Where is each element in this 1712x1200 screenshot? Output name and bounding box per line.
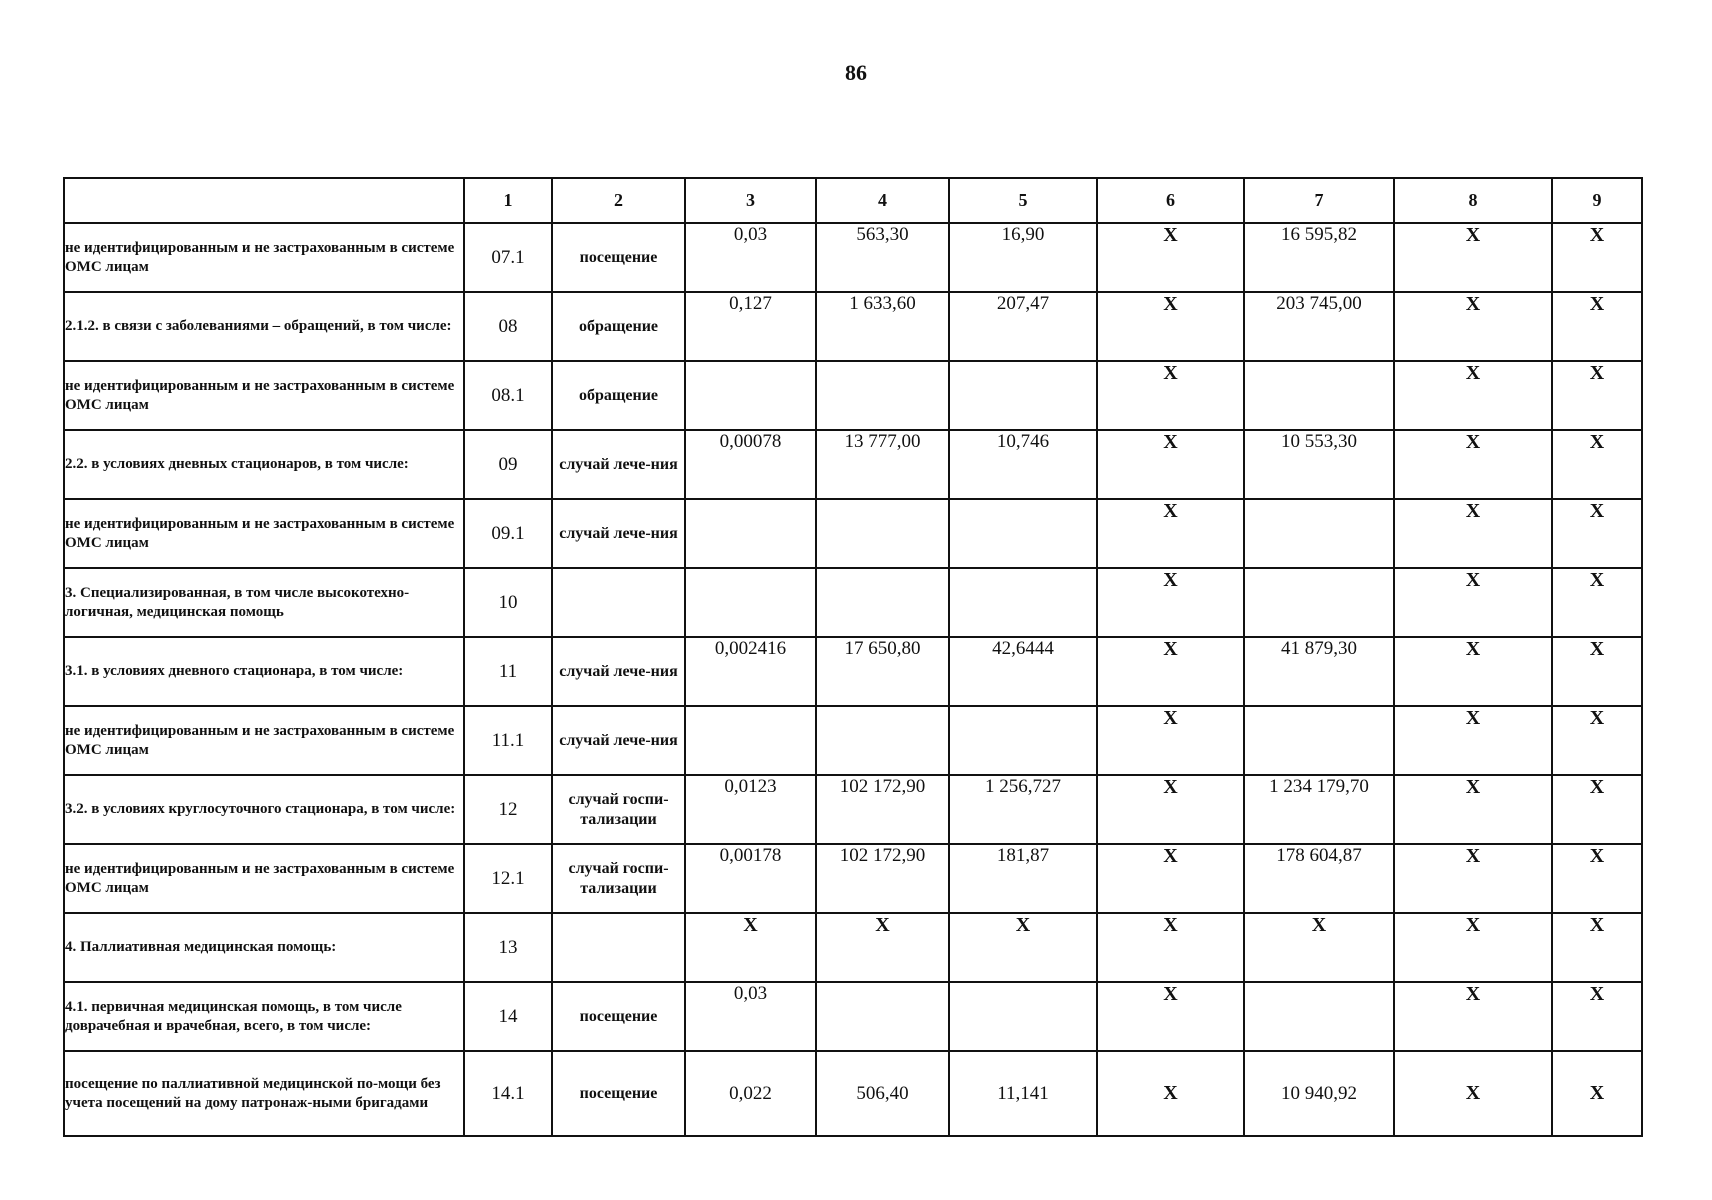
row-name: 2.2. в условиях дневных стационаров, в том числе:	[64, 430, 464, 499]
cell-col-4: 13 777,00	[816, 430, 949, 499]
cell-col-5	[949, 568, 1097, 637]
table-row	[64, 775, 1642, 844]
cell-col-3	[685, 499, 816, 568]
cell-col-6: X	[1097, 982, 1244, 1051]
cell-col-6: X	[1097, 223, 1244, 292]
row-unit: случай лече-ния	[552, 430, 685, 499]
row-unit: посещение	[552, 223, 685, 292]
cell-col-5	[949, 499, 1097, 568]
cell-col-9: X	[1552, 499, 1642, 568]
row-code: 08.1	[464, 361, 552, 430]
cell-col-4: 563,30	[816, 223, 949, 292]
cell-col-7: 178 604,87	[1244, 844, 1394, 913]
row-unit: случай лече-ния	[552, 706, 685, 775]
cell-col-9: X	[1552, 775, 1642, 844]
header-cell-2: 2	[552, 178, 685, 223]
cell-col-5: 16,90	[949, 223, 1097, 292]
cell-col-8: X	[1394, 430, 1552, 499]
header-cell-7: 7	[1244, 178, 1394, 223]
row-unit: случай лече-ния	[552, 499, 685, 568]
cell-col-4	[816, 499, 949, 568]
row-unit: посещение	[552, 1051, 685, 1136]
cell-col-4: 506,40	[816, 1051, 949, 1136]
cell-col-8: X	[1394, 361, 1552, 430]
row-code: 12.1	[464, 844, 552, 913]
row-unit: обращение	[552, 292, 685, 361]
row-name: не идентифицированным и не застрахованным в системе ОМС лицам	[64, 706, 464, 775]
row-unit: случай госпи-тализации	[552, 775, 685, 844]
cell-col-7: 41 879,30	[1244, 637, 1394, 706]
table-row	[64, 706, 1642, 775]
cell-col-4: 102 172,90	[816, 844, 949, 913]
cell-col-4	[816, 361, 949, 430]
cell-col-5: 207,47	[949, 292, 1097, 361]
cell-col-7: 203 745,00	[1244, 292, 1394, 361]
table-row	[64, 499, 1642, 568]
cell-col-7	[1244, 568, 1394, 637]
table-row	[64, 913, 1642, 982]
cell-col-4: 102 172,90	[816, 775, 949, 844]
row-unit: случай лече-ния	[552, 637, 685, 706]
row-name: не идентифицированным и не застрахованным в системе ОМС лицам	[64, 361, 464, 430]
cell-col-4	[816, 706, 949, 775]
row-code: 08	[464, 292, 552, 361]
cell-col-9: X	[1552, 844, 1642, 913]
cell-col-5	[949, 361, 1097, 430]
table-row	[64, 430, 1642, 499]
row-code: 11	[464, 637, 552, 706]
cell-col-9: X	[1552, 1051, 1642, 1136]
cell-col-4: 17 650,80	[816, 637, 949, 706]
row-name: 4.1. первичная медицинская помощь, в том числе доврачебная и врачебная, всего, в том числе:	[64, 982, 464, 1051]
cell-col-3	[685, 361, 816, 430]
cell-col-3: 0,00078	[685, 430, 816, 499]
cell-col-6: X	[1097, 499, 1244, 568]
row-unit	[552, 913, 685, 982]
row-name: посещение по паллиативной медицинской по-мощи без учета посещений на дому патронаж-ными бригадами	[64, 1051, 464, 1136]
cell-col-7: 10 553,30	[1244, 430, 1394, 499]
header-cell-empty	[64, 178, 464, 223]
row-code: 12	[464, 775, 552, 844]
cell-col-9: X	[1552, 430, 1642, 499]
page-number: 86	[845, 60, 867, 85]
table-row	[64, 844, 1642, 913]
cell-col-8: X	[1394, 775, 1552, 844]
header-cell-4: 4	[816, 178, 949, 223]
header-cell-9: 9	[1552, 178, 1642, 223]
cell-col-4: 1 633,60	[816, 292, 949, 361]
cell-col-9: X	[1552, 913, 1642, 982]
cell-col-8: X	[1394, 292, 1552, 361]
header-cell-8: 8	[1394, 178, 1552, 223]
cell-col-3: 0,00178	[685, 844, 816, 913]
table-row	[64, 223, 1642, 292]
cell-col-5: 181,87	[949, 844, 1097, 913]
cell-col-8: X	[1394, 982, 1552, 1051]
cell-col-9: X	[1552, 292, 1642, 361]
cell-col-8: X	[1394, 706, 1552, 775]
cell-col-3: 0,127	[685, 292, 816, 361]
row-name: не идентифицированным и не застрахованным в системе ОМС лицам	[64, 499, 464, 568]
cell-col-3	[685, 568, 816, 637]
cell-col-7	[1244, 361, 1394, 430]
cell-col-9: X	[1552, 706, 1642, 775]
cell-col-5: 11,141	[949, 1051, 1097, 1136]
cell-col-8: X	[1394, 568, 1552, 637]
cell-col-8: X	[1394, 499, 1552, 568]
cell-col-4: X	[816, 913, 949, 982]
row-code: 14	[464, 982, 552, 1051]
cell-col-3: 0,002416	[685, 637, 816, 706]
header-cell-1: 1	[464, 178, 552, 223]
cell-col-7	[1244, 706, 1394, 775]
row-unit: обращение	[552, 361, 685, 430]
row-code: 07.1	[464, 223, 552, 292]
cell-col-8: X	[1394, 223, 1552, 292]
cell-col-8: X	[1394, 844, 1552, 913]
cell-col-5: 1 256,727	[949, 775, 1097, 844]
cell-col-6: X	[1097, 775, 1244, 844]
cell-col-9: X	[1552, 982, 1642, 1051]
cell-col-3: 0,022	[685, 1051, 816, 1136]
cell-col-8: X	[1394, 637, 1552, 706]
cell-col-9: X	[1552, 361, 1642, 430]
cell-col-6: X	[1097, 844, 1244, 913]
table-row	[64, 637, 1642, 706]
cell-col-6: X	[1097, 292, 1244, 361]
header-cell-5: 5	[949, 178, 1097, 223]
cell-col-5	[949, 706, 1097, 775]
cell-col-6: X	[1097, 706, 1244, 775]
row-code: 09.1	[464, 499, 552, 568]
cell-col-7: 10 940,92	[1244, 1051, 1394, 1136]
row-code: 14.1	[464, 1051, 552, 1136]
row-code: 11.1	[464, 706, 552, 775]
row-name: 4. Паллиативная медицинская помощь:	[64, 913, 464, 982]
cell-col-5: X	[949, 913, 1097, 982]
row-code: 13	[464, 913, 552, 982]
table-row	[64, 292, 1642, 361]
row-unit	[552, 568, 685, 637]
table-row	[64, 1051, 1642, 1136]
row-unit: посещение	[552, 982, 685, 1051]
row-name: не идентифицированным и не застрахованным в системе ОМС лицам	[64, 844, 464, 913]
cell-col-6: X	[1097, 637, 1244, 706]
cell-col-6: X	[1097, 1051, 1244, 1136]
row-code: 09	[464, 430, 552, 499]
cell-col-3	[685, 706, 816, 775]
data-table	[63, 177, 1643, 1137]
cell-col-5	[949, 982, 1097, 1051]
row-name: 2.1.2. в связи с заболеваниями – обращений, в том числе:	[64, 292, 464, 361]
cell-col-3: 0,03	[685, 223, 816, 292]
cell-col-9: X	[1552, 637, 1642, 706]
cell-col-7: 16 595,82	[1244, 223, 1394, 292]
cell-col-6: X	[1097, 430, 1244, 499]
cell-col-8: X	[1394, 913, 1552, 982]
header-cell-3: 3	[685, 178, 816, 223]
row-unit: случай госпи-тализации	[552, 844, 685, 913]
cell-col-7: 1 234 179,70	[1244, 775, 1394, 844]
cell-col-7: X	[1244, 913, 1394, 982]
row-name: 3.1. в условиях дневного стационара, в том числе:	[64, 637, 464, 706]
row-name: 3.2. в условиях круглосуточного стационара, в том числе:	[64, 775, 464, 844]
header-row	[64, 178, 1642, 223]
cell-col-6: X	[1097, 361, 1244, 430]
cell-col-3: 0,03	[685, 982, 816, 1051]
row-name: не идентифицированным и не застрахованным в системе ОМС лицам	[64, 223, 464, 292]
cell-col-5: 42,6444	[949, 637, 1097, 706]
row-code: 10	[464, 568, 552, 637]
header-cell-6: 6	[1097, 178, 1244, 223]
cell-col-8: X	[1394, 1051, 1552, 1136]
table-row	[64, 982, 1642, 1051]
cell-col-5: 10,746	[949, 430, 1097, 499]
cell-col-7	[1244, 499, 1394, 568]
cell-col-6: X	[1097, 568, 1244, 637]
cell-col-4	[816, 982, 949, 1051]
cell-col-3: X	[685, 913, 816, 982]
row-name: 3. Специализированная, в том числе высокотехно-логичная, медицинская помощь	[64, 568, 464, 637]
cell-col-9: X	[1552, 568, 1642, 637]
cell-col-6: X	[1097, 913, 1244, 982]
cell-col-3: 0,0123	[685, 775, 816, 844]
table-row	[64, 568, 1642, 637]
cell-col-9: X	[1552, 223, 1642, 292]
cell-col-7	[1244, 982, 1394, 1051]
cell-col-4	[816, 568, 949, 637]
table-row	[64, 361, 1642, 430]
